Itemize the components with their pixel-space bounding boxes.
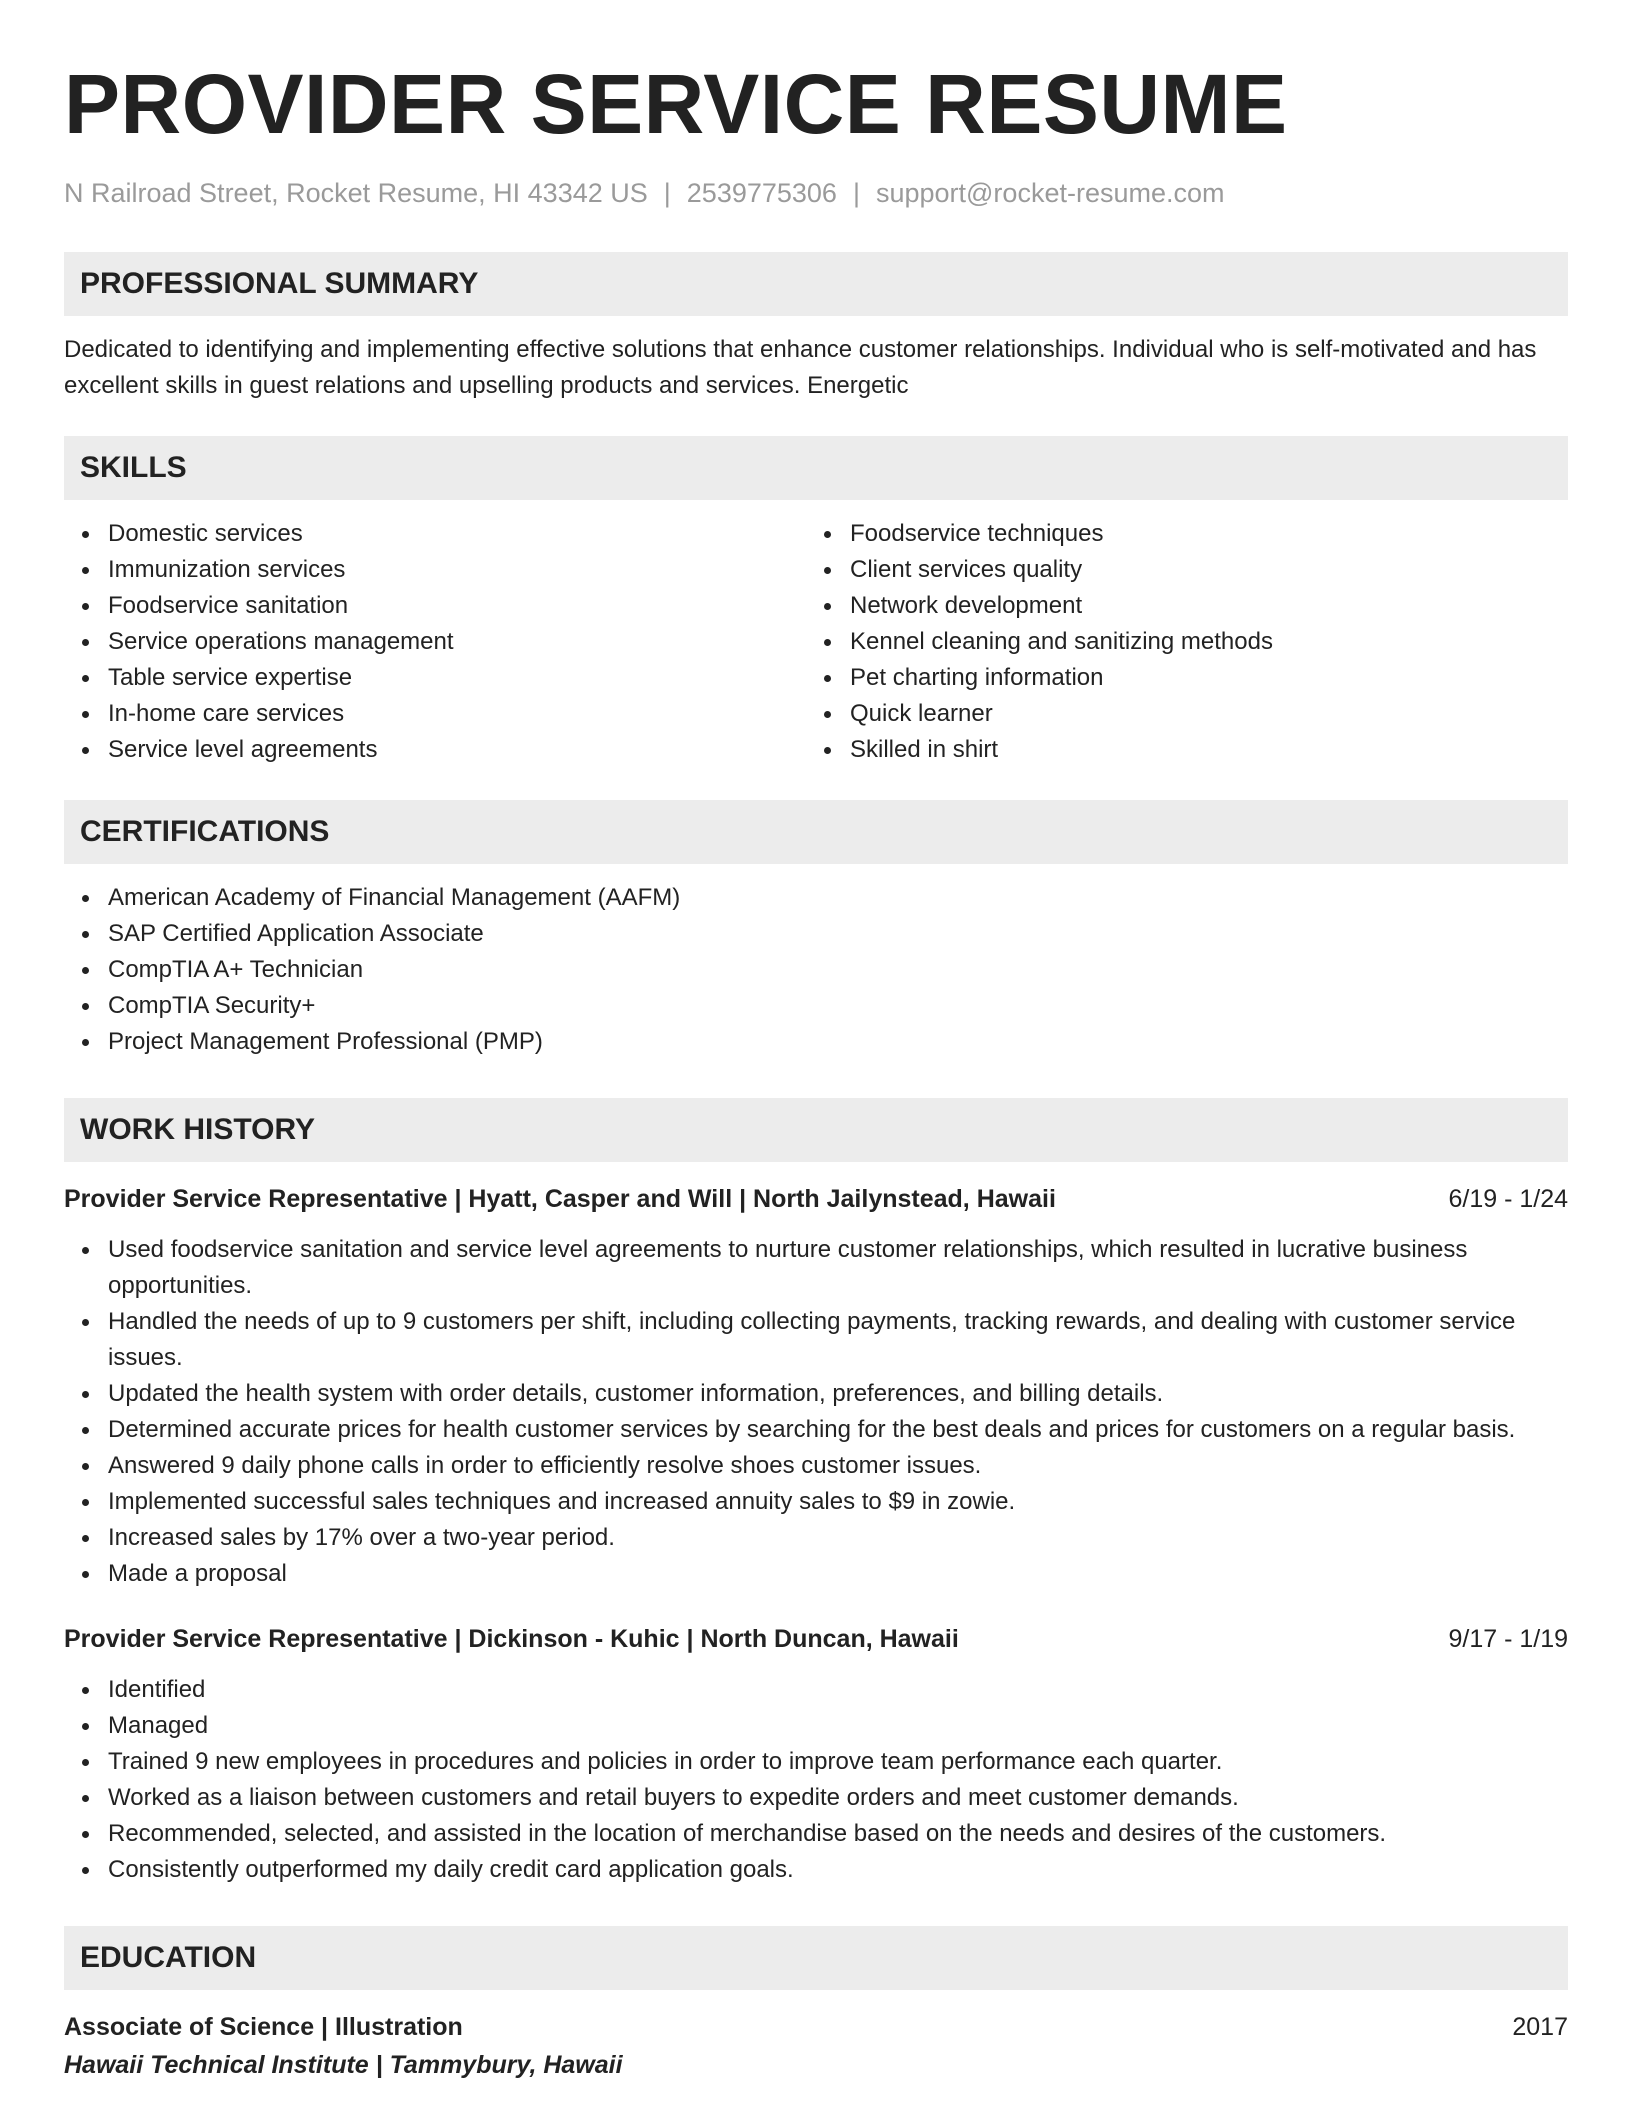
job-bullet: Identified	[108, 1672, 1568, 1708]
job-bullet: Answered 9 daily phone calls in order to efficiently resolve shoes customer issues.	[108, 1448, 1568, 1484]
skill-item: Domestic services	[108, 516, 806, 552]
contact-separator: |	[663, 178, 671, 208]
work-history-heading: WORK HISTORY	[64, 1098, 1568, 1162]
job-dates: 9/17 - 1/19	[1448, 1625, 1568, 1653]
job-bullets	[64, 1672, 1568, 1888]
job-title: Provider Service Representative | Hyatt, Casper and Will | North Jailynstead, Hawaii	[64, 1185, 1056, 1213]
certifications-list	[64, 880, 1568, 1060]
resume-title: PROVIDER SERVICE RESUME	[64, 57, 1288, 151]
skills-heading: SKILLS	[64, 436, 1568, 500]
skill-item: Service operations management	[108, 624, 806, 660]
skill-item: Table service expertise	[108, 660, 806, 696]
job-bullet: Implemented successful sales techniques and increased annuity sales to $9 in zowie.	[108, 1484, 1568, 1520]
skill-item: Kennel cleaning and sanitizing methods	[850, 624, 1548, 660]
skill-item: Service level agreements	[108, 732, 806, 768]
education-school: Hawaii Technical Institute | Tammybury, Hawaii	[64, 2051, 623, 2079]
job-bullet: Increased sales by 17% over a two-year period.	[108, 1520, 1568, 1556]
skill-item: Client services quality	[850, 552, 1548, 588]
certification-item: CompTIA Security+	[108, 988, 1568, 1024]
summary-text: Dedicated to identifying and implementing effective solutions that enhance customer relationships. Individual who is self-motivated and has excellent skills in guest relations and upselling products and services. Energetic	[64, 336, 1537, 399]
skill-item: In-home care services	[108, 696, 806, 732]
certifications-heading: CERTIFICATIONS	[64, 800, 1568, 864]
job-bullet: Determined accurate prices for health customer services by searching for the best deals and prices for customers on a regular basis.	[108, 1412, 1568, 1448]
skill-item: Pet charting information	[850, 660, 1548, 696]
education-heading: EDUCATION	[64, 1926, 1568, 1990]
job-title: Provider Service Representative | Dickinson - Kuhic | North Duncan, Hawaii	[64, 1625, 959, 1653]
certification-item: SAP Certified Application Associate	[108, 916, 1568, 952]
certification-item: Project Management Professional (PMP)	[108, 1024, 1568, 1060]
skills-column-right	[806, 516, 1548, 768]
education-header	[64, 2010, 1568, 2044]
skill-item: Foodservice techniques	[850, 516, 1548, 552]
skills-list-right	[806, 516, 1548, 768]
job-bullet: Updated the health system with order details, customer information, preferences, and billing details.	[108, 1376, 1568, 1412]
job-bullet: Consistently outperformed my daily credit card application goals.	[108, 1852, 1568, 1888]
skill-item: Foodservice sanitation	[108, 588, 806, 624]
job-dates: 6/19 - 1/24	[1448, 1185, 1568, 1213]
contact-separator: |	[852, 178, 860, 208]
skill-item: Immunization services	[108, 552, 806, 588]
education-degree: Associate of Science | Illustration	[64, 2013, 463, 2041]
skill-item: Network development	[850, 588, 1548, 624]
contact-line	[64, 176, 1568, 210]
job-bullet: Worked as a liaison between customers and retail buyers to expedite orders and meet customer demands.	[108, 1780, 1568, 1816]
skills-grid	[64, 516, 1568, 768]
skills-list-left	[64, 516, 806, 768]
contact-phone: 2539775306	[686, 178, 837, 208]
education-year: 2017	[1512, 2013, 1568, 2041]
job-header	[64, 1182, 1568, 1216]
job-bullets	[64, 1232, 1568, 1592]
job-bullet: Made a proposal	[108, 1556, 1568, 1592]
job-bullet: Used foodservice sanitation and service level agreements to nurture customer relationships, which resulted in lucrative business opportunities.	[108, 1232, 1568, 1304]
contact-email: support@rocket-resume.com	[875, 178, 1225, 208]
job-bullet: Managed	[108, 1708, 1568, 1744]
certification-item: American Academy of Financial Management (AAFM)	[108, 880, 1568, 916]
skills-column-left	[64, 516, 806, 768]
certification-item: CompTIA A+ Technician	[108, 952, 1568, 988]
skill-item: Quick learner	[850, 696, 1548, 732]
contact-address: N Railroad Street, Rocket Resume, HI 43342 US	[64, 178, 648, 208]
job-bullet: Trained 9 new employees in procedures and policies in order to improve team performance each quarter.	[108, 1744, 1568, 1780]
skill-item: Skilled in shirt	[850, 732, 1548, 768]
job-header	[64, 1622, 1568, 1656]
job-bullet: Handled the needs of up to 9 customers per shift, including collecting payments, tracking rewards, and dealing with customer service issues.	[108, 1304, 1568, 1376]
job-bullet: Recommended, selected, and assisted in the location of merchandise based on the needs and desires of the customers.	[108, 1816, 1568, 1852]
summary-heading: PROFESSIONAL SUMMARY	[64, 252, 1568, 316]
